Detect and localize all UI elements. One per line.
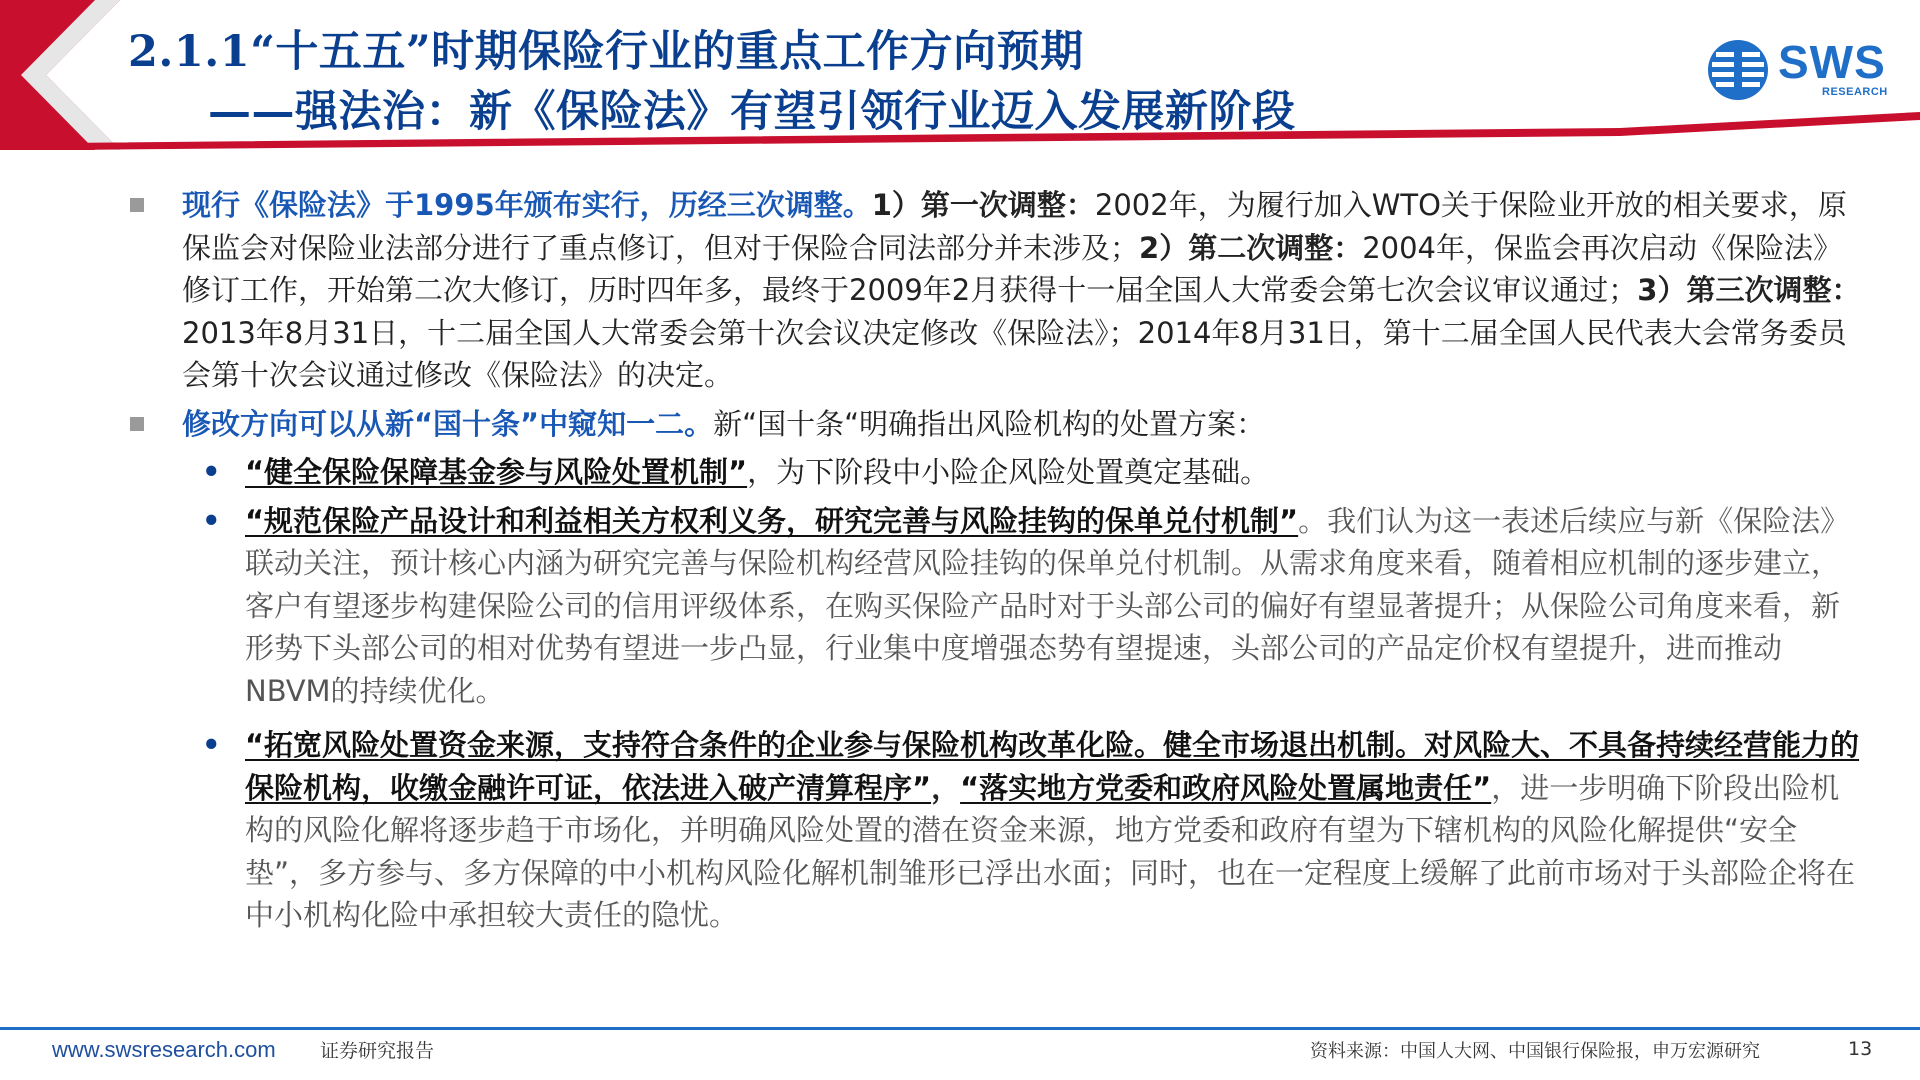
- paragraph-lead: 修改方向可以从新“国十条”中窥知一二。: [182, 406, 714, 441]
- paragraph-text: [182, 184, 1867, 397]
- logo-text: SWS: [1778, 36, 1886, 88]
- sub-bullet-policy-payout: [130, 500, 1850, 713]
- footer-source-note: 资料来源：中国人大网、中国银行保险报，申万宏源研究: [1310, 1041, 1760, 1062]
- paragraph-lead: 现行《保险法》于1995年颁布实行，历经三次调整。: [182, 188, 872, 222]
- page-number: 13: [1848, 1038, 1873, 1060]
- sub-bullet-body: 。我们认为这一表述后续应与新《保险法》联动关注，预计核心内涵为研究完善与保险机构经营风险挂钩的保单兑付机制。从需求角度来看，随着相应机制的逐步建立，客户有望逐步构建保险公司的信用评级体系，在购买保险产品时对于头部公司的偏好有望显著提升；从保险公司角度来看，新形势下头部公司的相对优势有望进一步凸显，行业集中度增强态势有望提速，头部公司的产品定价权有望提升，进而推动NBVM的持续优化。: [245, 503, 1850, 708]
- sub-bullet-text: [245, 724, 1867, 937]
- sub-bullet-fund-mechanism: [130, 451, 1850, 494]
- paragraph-text: [182, 403, 1867, 446]
- sub-bullet-text: [245, 500, 1867, 713]
- dot-bullet-icon: •: [202, 728, 221, 762]
- title-line-2: ——强法治：新《保险法》有望引领行业迈入发展新阶段: [208, 87, 1296, 137]
- footer-report-label: 证券研究报告: [320, 1040, 435, 1062]
- adjustment-3-text: 2013年8月31日，十二届全国人大常委会第十次会议决定修改《保险法》；2014年8月31日，第十二届全国人民代表大会常务委员会第十次会议通过修改《保险法》的决定。: [182, 315, 1847, 392]
- quoted-policy: “规范保险产品设计和利益相关方权利义务，研究完善与风险挂钩的保单兑付机制”: [245, 503, 1299, 538]
- page-title: [128, 22, 1628, 142]
- header-red-arrow: [0, 0, 120, 150]
- dot-bullet-icon: •: [202, 503, 221, 538]
- sub-bullet-body: ，为下阶段中小险企风险处置奠定基础。: [747, 455, 1270, 489]
- square-bullet-icon: [130, 417, 144, 431]
- paragraph-insurance-law-history: [130, 184, 1861, 397]
- footer-divider: [0, 1027, 1920, 1030]
- quoted-policy: “健全保险保障基金参与风险处置机制”: [245, 455, 748, 489]
- title-line-1: 2.1.1“十五五”时期保险行业的重点工作方向预期: [128, 27, 1084, 77]
- quoted-policy-1: “拓宽风险处置资金来源，支持符合条件的企业参与保险机构改革化险。健全市场退出机制。对风险大、不具备持续经营能力的保险机构，收缴金融许可证，依法进入破产清算程序”: [245, 728, 1860, 805]
- adjustment-3-label: 3）第三次调整：: [1637, 273, 1861, 307]
- sub-bullet-risk-funding: [130, 724, 1860, 937]
- dot-bullet-icon: •: [202, 455, 221, 489]
- sub-bullet-body: ，进一步明确下阶段出险机构的风险化解将逐步趋于市场化，并明确风险处置的潜在资金来源，地方党委和政府有望为下辖机构的风险化解提供“安全垫”，多方参与、多方保障的中小机构风险化解机制雏形已浮出水面；同时，也在一定程度上缓解了此前市场对于头部险企将在中小机构化险中承担较大责任的隐忧。: [245, 770, 1856, 932]
- sws-logo-mark-icon: [1706, 38, 1770, 102]
- adjustment-1-label: 1）第一次调整：: [871, 188, 1095, 222]
- footer-website-link[interactable]: www.swsresearch.com: [52, 1037, 276, 1062]
- paragraph-body: 新“国十条“明确指出风险机构的处置方案：: [713, 406, 1266, 441]
- quoted-policy-2: “落实地方党委和政府风险处置属地责任”: [960, 770, 1492, 805]
- sws-logo: [1706, 38, 1896, 98]
- square-bullet-icon: [130, 198, 144, 212]
- adjustment-2-label: 2）第二次调整：: [1139, 230, 1363, 265]
- paragraph-revision-direction: [130, 403, 1850, 446]
- sub-bullet-text: [245, 451, 1867, 494]
- main-content: [130, 184, 1861, 937]
- logo-subtext: RESEARCH: [1822, 86, 1888, 98]
- quote-separator: ，: [931, 770, 961, 805]
- adjustment-2-text: 2004年，保监会再次启动《保险法》修订工作，开始第二次大修订，历时四年多，最终于2009年2月获得十一届全国人大常委会第七次会议审议通过；: [182, 230, 1843, 307]
- adjustment-1-text: 2002年，为履行加入WTO关于保险业开放的相关要求，原保监会对保险业法部分进行了重点修订，但对于保险合同法部分并未涉及；: [182, 188, 1847, 265]
